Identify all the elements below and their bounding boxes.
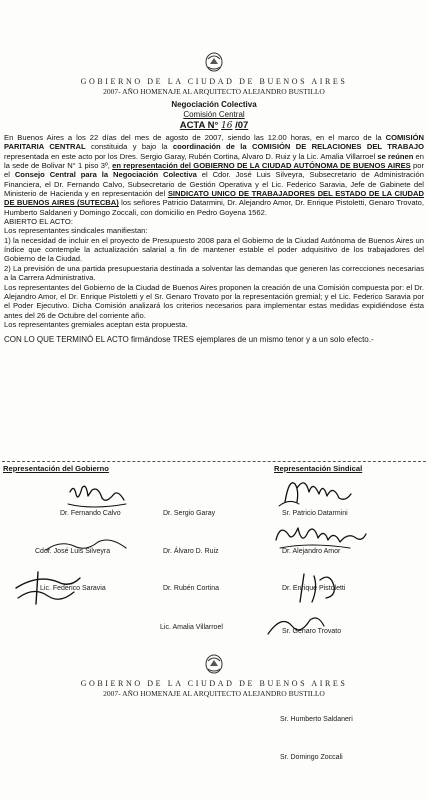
signatory-amor: Dr. Alejandro Amor xyxy=(282,548,341,555)
signatory-saravia: Lic. Federico Saravia xyxy=(40,585,106,592)
signatory-cortina: Dr. Rubén Cortina xyxy=(163,585,220,592)
paragraph-abierto: ABIERTO EL ACTO: xyxy=(4,217,73,227)
acta-body xyxy=(4,133,424,345)
signatory-calvo: Dr. Fernando Calvo xyxy=(60,510,121,517)
paragraph-intro: En Buenos Aires a los 22 días del mes de agosto de 2007, siendo las 12.00 horas, en el marco de la COMISIÓN PARITARIA CENTRAL constituida y bajo la coordinación de la COMISIÓN DE RELACIONES DEL TRABAJO representada en este acto por los Dres. Sergio Garay, Rubén Cortina, Alvaro D. Ruiz y la Lic. Amalia Villarroel se reúnen en la sede de Bolivar N° 1 piso 3º, en representación del GOBIERNO DE LA CIUDAD AUTÓNOMA DE BUENOS AIRES por el Consejo Central para la Negociación Colectiva el Cdor. José Luis Silveyra, Subsecretario de Administración Financiera, el Dr. Fernando Calvo, Subsecretario de Gestión Operativa y el Lic. Federico Saravia, Jefe de Gabinete del Ministerio de Hacienda y en representación del SINDICATO UNICO DE TRABAJADORES DEL ESTADO DE LA CIUDAD DE BUENOS AIRES (SUTECBA) los señores Patricio Datarmini, Dr. Alejandro Amor, Dr. Enrique Pistoletti, Genaro Trovato, Humberto Saldaneri y Domingo Zoccali, con domicilio en Pedro Goyena 1562. xyxy=(4,133,424,217)
signatory-villarroel: Lic. Amalia Villarroel xyxy=(160,624,223,631)
paragraph-aceptan: Los representantes gremiales aceptan esta propuesta. xyxy=(4,319,188,329)
signature-silveyra xyxy=(40,532,135,560)
city-seal-icon-page2 xyxy=(203,652,225,674)
acta-prefix: ACTA N° xyxy=(179,120,219,131)
signatory-datarmini: Sr. Patricio Datarmini xyxy=(282,510,348,517)
letterhead-subtitle: 2007- AÑO HOMENAJE AL ARQUITECTO ALEJANDRO BUSTILLO xyxy=(103,87,325,96)
heading-comision: Comisión Central xyxy=(183,110,245,119)
letterhead-title: GOBIERNO DE LA CIUDAD DE BUENOS AIRES xyxy=(80,77,348,86)
acta-number xyxy=(0,120,428,131)
heading-negociacion: Negociación Colectiva xyxy=(171,100,257,109)
signature-datarmini xyxy=(275,472,355,512)
paragraph-propuesta: Los representantes del Gobierno de la Ciudad de Buenos Aires proponen la creación de una Comisión compuesta por: el Dr. Alejandro Amor, el Dr. Enrique Pistoletti y el Sr. Genaro Trovato por la representación gremial; y el Lic. Federico Saravia por el Poder Ejecutivo. Dicha Comisión analizará los criterios necesarios para implementar estas medidas expidiéndose ésta antes del 26 de Octubre del corriente año. xyxy=(4,282,424,320)
gov-representation-header: Representación del Gobierno xyxy=(3,464,109,473)
paragraph-sindicales: Los representantes sindicales manifiestan: xyxy=(4,226,148,236)
signatory-silveyra: Cdor. José Luis Silveyra xyxy=(35,548,111,555)
signatory-saldaneri: Sr. Humberto Saldaneri xyxy=(280,716,353,723)
paragraph-cierre: CON LO QUE TERMINÓ EL ACTO firmándose TRES ejemplares de un mismo tenor y a un solo efecto.- xyxy=(4,335,374,345)
acta-handwritten-number: 16 xyxy=(220,121,233,131)
letterhead-subtitle-page2: 2007- AÑO HOMENAJE AL ARQUITECTO ALEJANDRO BUSTILLO xyxy=(103,689,325,698)
union-representation-header: Representación Sindical xyxy=(274,464,363,473)
letterhead-title-page2: GOBIERNO DE LA CIUDAD DE BUENOS AIRES xyxy=(80,679,348,688)
signatory-garay: Dr. Sergio Garay xyxy=(163,510,216,517)
signature-trovato xyxy=(262,612,332,642)
acta-suffix: /07 xyxy=(235,120,249,131)
paragraph-item-2: 2) La previsión de una partida presupuestaria destinada a solventar las demandas que generen las correcciones necesarias a la Carrera Administrativa. xyxy=(4,263,424,283)
signatory-ruiz: Dr. Álvaro D. Ruiz xyxy=(163,548,219,555)
signature-divider xyxy=(2,461,426,462)
signatory-trovato: Sr. Genaro Trovato xyxy=(282,628,342,635)
signatory-pistoletti: Dr. Enrique Pistoletti xyxy=(282,585,346,592)
signatory-zoccali: Sr. Domingo Zoccali xyxy=(280,754,343,761)
paragraph-item-1: 1) la necesidad de incluir en el proyecto de Presupuesto 2008 para el Gobierno de la Ciudad Autónoma de Buenos Aires un índice que contemple la actualización salarial a fin de mantener estable el poder adquisitivo de los trabajadores del Gobierno de la Ciudad. xyxy=(4,235,424,264)
city-seal-icon xyxy=(203,50,225,72)
